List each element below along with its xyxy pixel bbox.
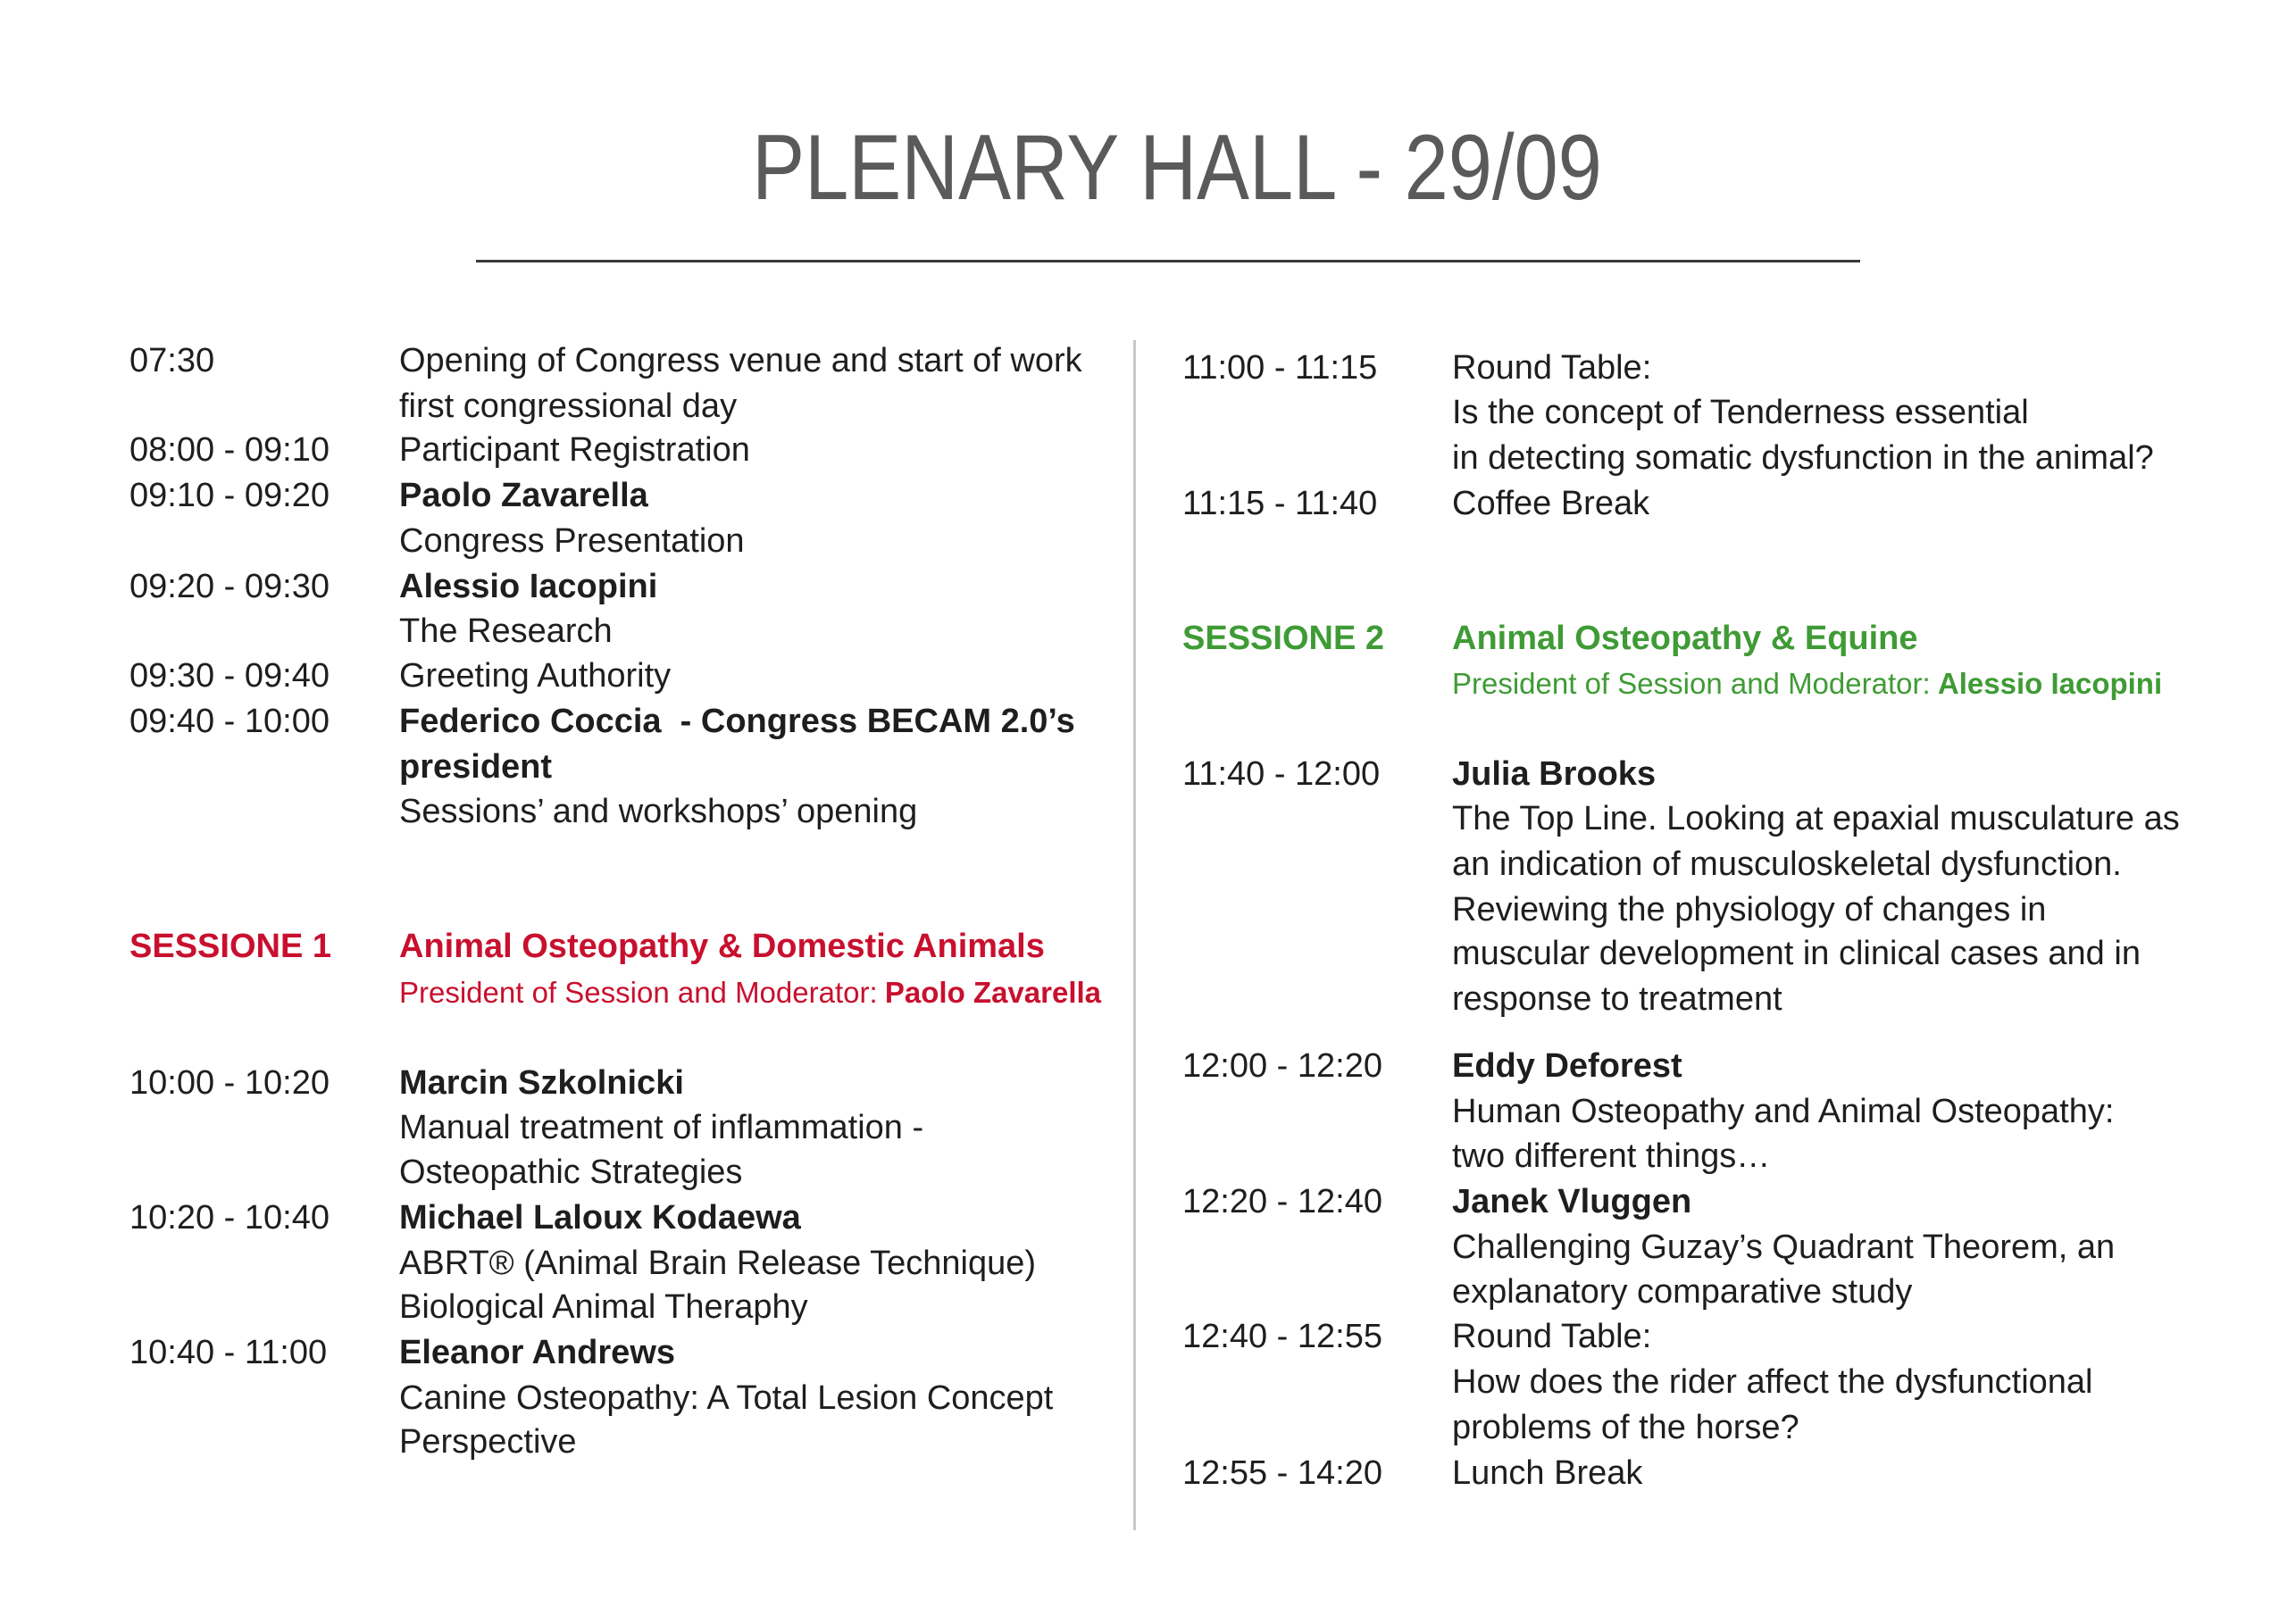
time-slot: 12:40 - 12:55 — [1182, 1318, 1382, 1355]
talk-line: The Top Line. Looking at epaxial musculature as — [1452, 800, 2180, 837]
talk-line: an indication of musculoskeletal dysfunction. — [1452, 845, 2122, 883]
time-slot: 09:30 - 09:40 — [129, 657, 330, 695]
time-slot: 10:40 - 11:00 — [129, 1334, 328, 1371]
time-slot: 11:40 - 12:00 — [1182, 755, 1381, 793]
talk-line: Challenging Guzay’s Quadrant Theorem, an — [1452, 1228, 2116, 1266]
session-moderator-label: President of Session and Moderator: — [1452, 667, 1931, 700]
talk-line: Round Table: — [1452, 349, 1652, 387]
talk-line: How does the rider affect the dysfunctional — [1452, 1363, 2093, 1401]
time-slot: 12:55 - 14:20 — [1182, 1454, 1382, 1492]
talk-line: Sessions’ and workshops’ opening — [399, 793, 918, 830]
talk-line: Human Osteopathy and Animal Osteopathy: — [1452, 1093, 2115, 1130]
session-moderator-name: Alessio Iacopini — [1937, 667, 2163, 700]
talk-line: Reviewing the physiology of changes in — [1452, 891, 2047, 929]
speaker-name: Julia Brooks — [1452, 755, 1657, 793]
time-slot: 07:30 — [129, 342, 215, 379]
time-slot: 09:20 - 09:30 — [129, 568, 330, 605]
talk-line: explanatory comparative study — [1452, 1273, 1913, 1311]
talk-line: Congress Presentation — [399, 522, 745, 560]
talk-line: response to treatment — [1452, 980, 1782, 1018]
speaker-name: president — [399, 748, 553, 786]
session-moderator-name: Paolo Zavarella — [884, 976, 1102, 1009]
talk-line: Participant Registration — [399, 431, 750, 469]
speaker-name: Marcin Szkolnicki — [399, 1064, 684, 1102]
page-title: PLENARY HALL - 29/09 — [752, 116, 1602, 220]
talk-line: muscular development in clinical cases and in — [1452, 935, 2141, 972]
session-moderator — [399, 970, 1101, 1015]
time-slot: 12:00 - 12:20 — [1182, 1047, 1382, 1085]
session-label: SESSIONE 2 — [1182, 620, 1384, 657]
time-slot: 09:10 - 09:20 — [129, 477, 330, 514]
speaker-name: Paolo Zavarella — [399, 477, 648, 514]
session-moderator-label: President of Session and Moderator: — [399, 976, 878, 1009]
speaker-name: Janek Vluggen — [1452, 1183, 1692, 1220]
talk-line: ABRT® (Animal Brain Release Technique) — [399, 1245, 1037, 1282]
talk-line: Opening of Congress venue and start of work — [399, 342, 1082, 379]
speaker-name: Michael Laloux Kodaewa — [399, 1199, 801, 1237]
time-slot: 10:00 - 10:20 — [129, 1064, 330, 1102]
talk-line: Round Table: — [1452, 1318, 1652, 1355]
talk-line: The Research — [399, 612, 613, 650]
talk-line: Biological Animal Theraphy — [399, 1288, 808, 1326]
time-slot: 11:00 - 11:15 — [1182, 349, 1378, 387]
talk-line: Coffee Break — [1452, 485, 1650, 522]
session-moderator — [1452, 662, 2162, 706]
talk-line: Lunch Break — [1452, 1454, 1643, 1492]
talk-line: problems of the horse? — [1452, 1409, 1799, 1446]
column-divider — [1133, 340, 1136, 1530]
time-slot: 09:40 - 10:00 — [129, 703, 330, 740]
time-slot: 10:20 - 10:40 — [129, 1199, 330, 1237]
talk-line: Canine Osteopathy: A Total Lesion Concept — [399, 1379, 1054, 1417]
session-title: Animal Osteopathy & Equine — [1452, 620, 1918, 657]
speaker-name: Federico Coccia - Congress BECAM 2.0’s — [399, 703, 1075, 740]
speaker-name: Eddy Deforest — [1452, 1047, 1682, 1085]
talk-line: Greeting Authority — [399, 657, 672, 695]
talk-line: Perspective — [399, 1423, 577, 1461]
talk-line: Osteopathic Strategies — [399, 1153, 743, 1191]
time-slot: 08:00 - 09:10 — [129, 431, 330, 469]
talk-line: Manual treatment of inflammation - — [399, 1109, 924, 1146]
talk-line: Is the concept of Tenderness essential — [1452, 394, 2029, 431]
session-label: SESSIONE 1 — [129, 928, 331, 965]
talk-line: in detecting somatic dysfunction in the animal? — [1452, 439, 2154, 477]
time-slot: 11:15 - 11:40 — [1182, 485, 1378, 522]
title-rule — [476, 260, 1860, 262]
speaker-name: Eleanor Andrews — [399, 1334, 676, 1371]
session-title: Animal Osteopathy & Domestic Animals — [399, 928, 1045, 965]
talk-line: two different things… — [1452, 1137, 1771, 1175]
talk-line: first congressional day — [399, 387, 738, 425]
speaker-name: Alessio Iacopini — [399, 568, 658, 605]
time-slot: 12:20 - 12:40 — [1182, 1183, 1382, 1220]
